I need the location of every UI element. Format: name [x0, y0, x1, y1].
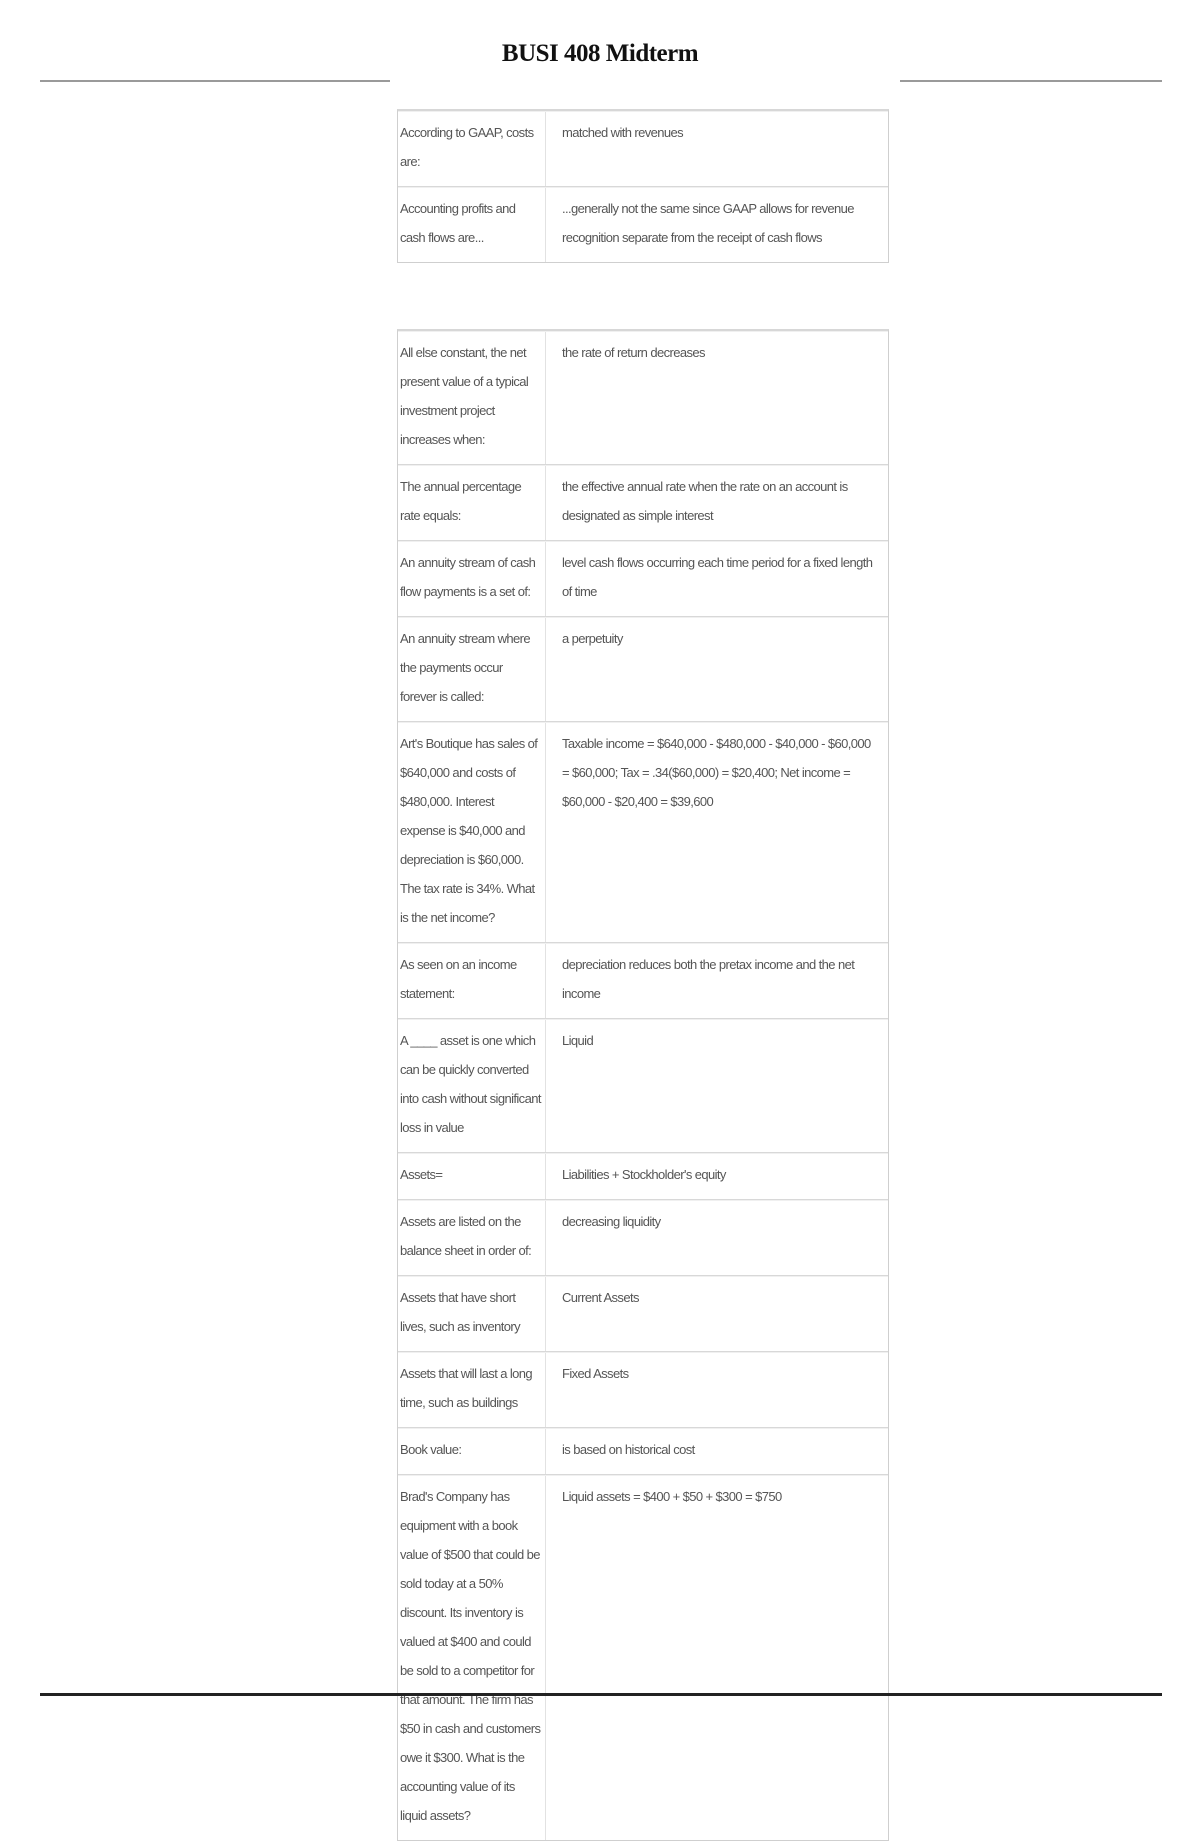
flashcard-row [398, 1428, 888, 1475]
flashcard-term: A ____ asset is one which can be quickly converted into cash without significant loss in value [398, 1020, 546, 1152]
flashcard-definition: Liquid [562, 1033, 594, 1048]
flashcard-definition: the rate of return decreases [562, 345, 705, 360]
flashcard-row [398, 722, 888, 943]
flashcard-definition: level cash flows occurring each time period for a fixed length of time [562, 555, 873, 599]
flashcard-term: Accounting profits and cash flows are... [398, 188, 546, 262]
flashcard-definition: depreciation reduces both the pretax income and the net income [562, 957, 855, 1001]
flashcard-term: Assets are listed on the balance sheet in order of: [398, 1201, 546, 1275]
flashcard-term: The annual percentage rate equals: [398, 466, 546, 540]
flashcard-definition: matched with revenues [562, 125, 684, 140]
flashcard-row [398, 1352, 888, 1428]
flashcard-definition: a perpetuity [562, 631, 623, 646]
flashcard-row [398, 1475, 888, 1840]
flashcard-row [398, 617, 888, 722]
flashcard-row [398, 465, 888, 541]
flashcard-term: Assets that have short lives, such as inventory [398, 1277, 546, 1351]
flashcard-definition: the effective annual rate when the rate on an account is designated as simple interest [562, 479, 848, 523]
flashcard-term: Brad's Company has equipment with a book value of $500 that could be sold today at a 50% discount. Its inventory is valued at $400 and could be sold to a competitor for that amount. The firm has $50 in cash and customers owe it $300. What is the accounting value of its liquid assets? [398, 1476, 546, 1840]
flashcard-definition: Liabilities + Stockholder's equity [562, 1167, 726, 1182]
footer-rule [40, 1693, 1162, 1696]
flashcard-row [398, 111, 888, 187]
flashcard-term: According to GAAP, costs are: [398, 112, 546, 186]
flashcard-term: Assets= [398, 1154, 546, 1199]
flashcard-definition: decreasing liquidity [562, 1214, 661, 1229]
flashcard-row [398, 1153, 888, 1200]
header-rule-left [40, 80, 390, 82]
flashcard-term: As seen on an income statement: [398, 944, 546, 1018]
flashcard-definition: Taxable income = $640,000 - $480,000 - $40,000 - $60,000 = $60,000; Tax = .34($60,000) = $20,400; Net income = $60,000 - $20,400 = $39,600 [562, 736, 871, 809]
flashcard-term: Art's Boutique has sales of $640,000 and costs of $480,000. Interest expense is $40,000 and depreciation is $60,000. The tax rate is 34%. What is the net income? [398, 723, 546, 942]
header-rule-right [900, 80, 1162, 82]
flashcard-term: Assets that will last a long time, such as buildings [398, 1353, 546, 1427]
flashcard-definition: Fixed Assets [562, 1366, 629, 1381]
flashcard-row [398, 943, 888, 1019]
flashcard-definition: is based on historical cost [562, 1442, 695, 1457]
flashcard-term: An annuity stream of cash flow payments is a set of: [398, 542, 546, 616]
flashcard-row [398, 1019, 888, 1153]
flashcard-row [398, 1276, 888, 1352]
flashcard-row [398, 1200, 888, 1276]
flashcard-term: All else constant, the net present value of a typical investment project increases when: [398, 332, 546, 464]
flashcard-term: Book value: [398, 1429, 546, 1474]
flashcard-definition: Liquid assets = $400 + $50 + $300 = $750 [562, 1489, 782, 1504]
flashcard-table-1 [397, 109, 889, 263]
flashcard-row [398, 541, 888, 617]
flashcard-table-2 [397, 329, 889, 1841]
flashcard-definition: ...generally not the same since GAAP allows for revenue recognition separate from the receipt of cash flows [562, 201, 854, 245]
flashcard-row [398, 331, 888, 465]
flashcard-term: An annuity stream where the payments occur forever is called: [398, 618, 546, 721]
flashcard-row [398, 187, 888, 262]
flashcard-definition: Current Assets [562, 1290, 639, 1305]
document-title: BUSI 408 Midterm [501, 40, 699, 67]
